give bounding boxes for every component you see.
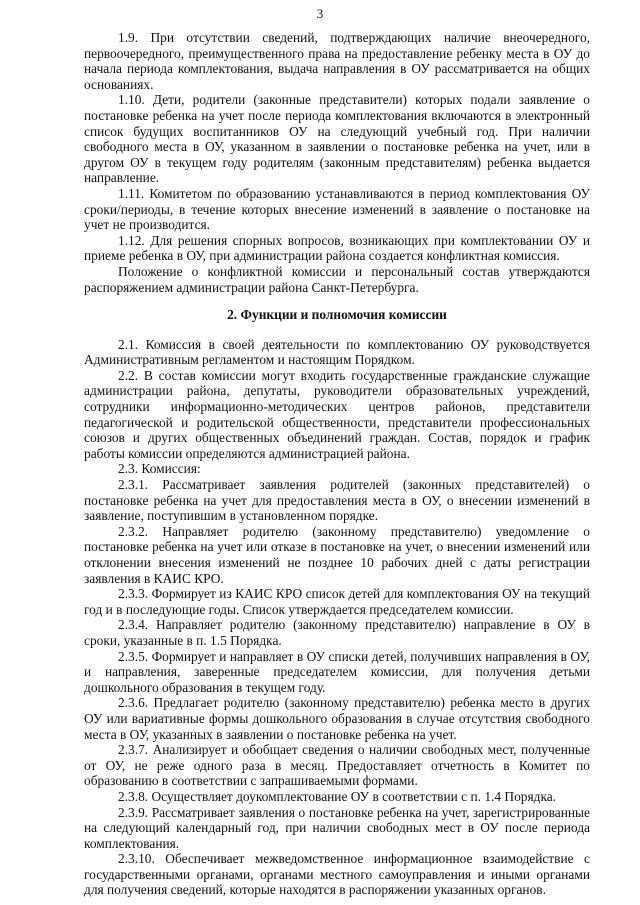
paragraph-2-3-4: 2.3.4. Направляет родителю (законному представителю) направление в ОУ в сроки, указанные в п. 1.5 Порядка. bbox=[84, 617, 590, 648]
section-heading: 2. Функции и полномочия комиссии bbox=[227, 307, 447, 323]
paragraph-2-3-7: 2.3.7. Анализирует и обобщает сведения о наличии свободных мест, полученные от ОУ, не реже одного раза в месяц. Предоставляет отчетность в Комитет по образованию в соответствии с запрашиваемыми формами. bbox=[84, 742, 590, 789]
paragraph-2-3-2: 2.3.2. Направляет родителю (законному представителю) уведомление о постановке ребенка на учет или отказе в постановке на учет, о внесении изменений или отклонении внесения изменений не позднее 10 рабочих дней с даты регистрации заявления в КАИС КРО. bbox=[84, 523, 590, 586]
paragraph-conflict-commission: Положение о конфликтной комиссии и персональный состав утверждаются распоряжением администрации района Санкт-Петербурга. bbox=[84, 263, 590, 295]
page-number: 3 bbox=[316, 6, 324, 21]
paragraph-1-10: 1.10. Дети, родители (законные представители) которых подали заявление о постановке ребенка на учет после периода комплектования включаются в электронный список будущих воспитанников ОУ на следующий учебный год. При наличии свободного места в ОУ, указанном в заявлении о постановке ребенка на учет, или в другом ОУ в текущем году родителям (законным представителям) ребенка выдается направление. bbox=[84, 92, 590, 186]
paragraph-2-3-10: 2.3.10. Обеспечивает межведомственное информационное взаимодействие с государственными органами, органами местного самоуправления и иными органами для получения сведений, которые находятся в распоряжении указанных органов. bbox=[84, 851, 590, 898]
paragraph-1-12: 1.12. Для решения спорных вопросов, возникающих при комплектовании ОУ и приеме ребенка в ОУ, при администрации района создается конфликтная комиссия. bbox=[84, 232, 590, 264]
paragraph-2-3: 2.3. Комиссия: bbox=[118, 461, 201, 477]
paragraph-2-3-3: 2.3.3. Формирует из КАИС КРО список детей для комплектования ОУ на текущий год и в последующие годы. Список утверждается председателем комиссии. bbox=[84, 586, 590, 617]
page-content bbox=[84, 30, 590, 898]
paragraph-1-11: 1.11. Комитетом по образованию устанавливаются в период комплектования ОУ сроки/периоды, в течение которых внесение изменений в заявление о постановке на учет не производится. bbox=[84, 185, 590, 233]
paragraph-2-3-9: 2.3.9. Рассматривает заявления о постановке ребенка на учет, зарегистрированные на следующий календарный год, при наличии свободных мест в ОУ после периода комплектования. bbox=[84, 804, 590, 851]
paragraph-2-3-8: 2.3.8. Осуществляет доукомплектование ОУ в соответствии с п. 1.4 Порядка. bbox=[118, 788, 557, 804]
paragraph-2-3-1: 2.3.1. Рассматривает заявления родителей (законных представителей) о постановке ребенка на учет для предоставления места в ОУ, о внесении изменений в заявление, поступившим в установленном порядке. bbox=[84, 477, 590, 524]
paragraph-2-3-5: 2.3.5. Формирует и направляет в ОУ списки детей, получивших направления в ОУ, и направления, заверенные председателем комиссии, для получения детьми дошкольного образования в текущем году. bbox=[84, 648, 590, 695]
paragraph-2-3-6: 2.3.6. Предлагает родителю (законному представителю) ребенка место в других ОУ или вариативные формы дошкольного образования в случае отсутствия свободного места в ОУ, указанных в заявлении о постановке ребенка на учет. bbox=[84, 695, 590, 742]
paragraph-1-9: 1.9. При отсутствии сведений, подтверждающих наличие внеочередного, первоочередного, преимущественного права на предоставление ребенку места в ОУ до начала периода комплектования, выдача направления в ОУ рассматривается на общих основаниях. bbox=[84, 30, 590, 92]
paragraph-2-2: 2.2. В состав комиссии могут входить государственные гражданские служащие администрации района, депутаты, руководители образовательных учреждений, сотрудники информационно-методических центров районов, представители педагогической и родительской общественности, представители профессиональных союзов и других общественных объединений граждан. Состав, порядок и график работы комиссии определяются администрацией района. bbox=[84, 367, 590, 461]
paragraph-2-1: 2.1. Комиссия в своей деятельности по комплектованию ОУ руководствуется Административным регламентом и настоящим Порядком. bbox=[84, 336, 590, 368]
